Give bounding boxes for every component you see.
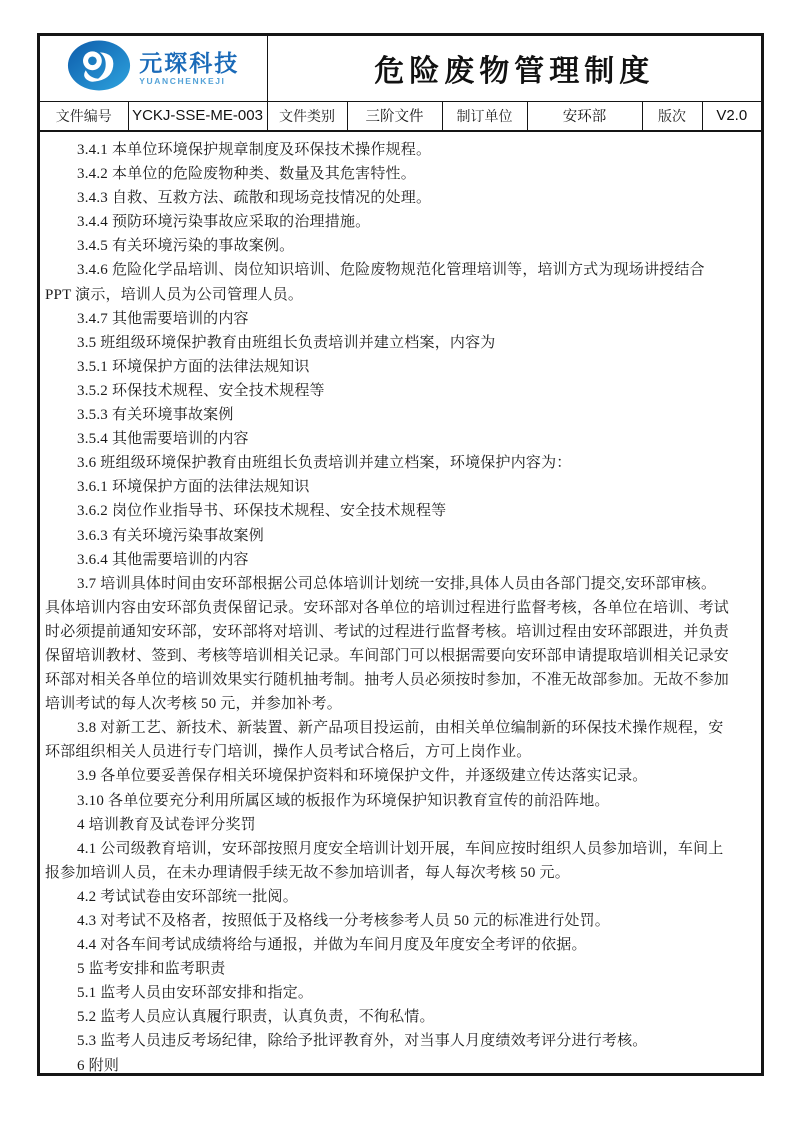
body-line: 3.6.1 环境保护方面的法律法规知识 <box>77 479 310 496</box>
body-line: 时必须提前通知安环部，安环部将对培训、考试的过程进行监督考核。培训过程由安环部跟进，并负责 <box>45 623 730 640</box>
body-line: 报参加培训人员，在未办理请假手续无故不参加培训者，每人每次考核 50 元。 <box>45 864 570 881</box>
body-line: 3.5 班组级环境保护教育由班组长负责培训并建立档案，内容为 <box>77 334 496 351</box>
body-line: 3.4.7 其他需要培训的内容 <box>77 310 249 327</box>
body-line: PPT 演示，培训人员为公司管理人员。 <box>45 286 304 303</box>
body-line: 3.9 各单位要妥善保存相关环境保护资料和环境保护文件，并逐级建立传达落实记录。 <box>77 768 648 785</box>
company-logo-icon <box>67 39 131 97</box>
body-line: 5.2 监考人员应认真履行职责，认真负责，不徇私情。 <box>77 1009 435 1026</box>
body-line: 3.6.2 岗位作业指导书、环保技术规程、安全技术规程等 <box>77 503 447 520</box>
document-title: 危险废物管理制度 <box>374 55 655 89</box>
title-cell <box>267 36 761 101</box>
body-line: 培训考试的每人次考核 50 元，并参加补考。 <box>45 696 342 713</box>
body-line: 5.1 监考人员由安环部安排和指定。 <box>77 985 314 1002</box>
body-line: 环部组织相关人员进行专门培训，操作人员考试合格后，方可上岗作业。 <box>45 744 532 761</box>
body-line: 3.4.6 危险化学品培训、岗位知识培训、危险废物规范化管理培训等，培训方式为现场讲授结合 <box>77 262 705 279</box>
meta-label-doc-number: 文件编号 <box>40 101 128 131</box>
meta-value-issuing-dept: 安环部 <box>527 101 642 131</box>
document-frame <box>37 33 764 1076</box>
body-line: 4.2 考试试卷由安环部统一批阅。 <box>77 888 298 905</box>
body-line: 3.5.4 其他需要培训的内容 <box>77 431 249 448</box>
body-line: 3.5.3 有关环境事故案例 <box>77 407 234 424</box>
meta-value-doc-number: YCKJ-SSE-ME-003 <box>128 101 267 131</box>
body-line: 环部对相关各单位的培训效果实行随机抽考制。抽考人员必须按时参加，不准无故部参加。无故不参加 <box>45 672 730 689</box>
body-line: 3.5.2 环保技术规程、安全技术规程等 <box>77 382 325 399</box>
meta-label-doc-category: 文件类别 <box>267 101 347 131</box>
meta-value-version: V2.0 <box>702 101 761 131</box>
body-line: 4.4 对各车间考试成绩将给与通报，并做为车间月度及年度安全考评的依据。 <box>77 937 587 954</box>
body-line: 3.6.4 其他需要培训的内容 <box>77 551 249 568</box>
body-line: 4.1 公司级教育培训，安环部按照月度安全培训计划开展，车间应按时组织人员参加培训，车间上 <box>77 840 724 857</box>
document-header-table <box>40 36 761 132</box>
meta-value-doc-category: 三阶文件 <box>347 101 442 131</box>
body-line: 4 培训教育及试卷评分奖罚 <box>77 816 256 833</box>
company-name-en: YUANCHENKEJI <box>139 75 226 86</box>
body-line: 3.5.1 环境保护方面的法律法规知识 <box>77 358 310 375</box>
body-line: 3.10 各单位要充分利用所属区域的板报作为环境保护知识教育宣传的前沿阵地。 <box>77 792 610 809</box>
company-name-cn: 元琛科技 <box>139 49 240 76</box>
body-line: 3.6 班组级环境保护教育由班组长负责培训并建立档案，环境保护内容为： <box>77 455 572 472</box>
body-line: 5 监考安排和监考职责 <box>77 961 226 978</box>
body-line: 3.4.2 本单位的危险废物种类、数量及其危害特性。 <box>77 166 416 183</box>
body-line: 3.4.5 有关环境污染的事故案例。 <box>77 238 295 255</box>
body-line: 3.4.3 自救、互救方法、疏散和现场竞技情况的处理。 <box>77 190 432 207</box>
body-line: 6 附则 <box>77 1057 120 1074</box>
body-line: 3.6.3 有关环境污染事故案例 <box>77 527 264 544</box>
body-line: 3.4.4 预防环境污染事故应采取的治理措施。 <box>77 214 371 231</box>
company-logo-cell <box>40 36 267 101</box>
body-line: 3.4.1 本单位环境保护规章制度及环保技术操作规程。 <box>77 142 432 158</box>
body-line: 保留培训教材、签到、考核等培训相关记录。车间部门可以根据需要向安环部申请提取培训相关记录安 <box>45 647 730 664</box>
body-line: 3.7 培训具体时间由安环部根据公司总体培训计划统一安排,具体人员由各部门提交,安环部审核。 <box>77 575 717 592</box>
body-line: 4.3 对考试不及格者，按照低于及格线一分考核参考人员 50 元的标准进行处罚。 <box>77 913 611 929</box>
body-line: 5.3 监考人员违反考场纪律，除给予批评教育外，对当事人月度绩效考评分进行考核。 <box>77 1033 648 1050</box>
body-line: 3.8 对新工艺、新技术、新装置、新产品项目投运前，由相关单位编制新的环保技术操作规程，安 <box>77 720 724 737</box>
meta-label-version: 版次 <box>642 101 702 131</box>
document-body <box>40 132 761 1078</box>
body-line: 具体培训内容由安环部负责保留记录。安环部对各单位的培训过程进行监督考核，各单位在培训、考试 <box>45 599 730 616</box>
meta-label-issuing-dept: 制订单位 <box>442 101 527 131</box>
